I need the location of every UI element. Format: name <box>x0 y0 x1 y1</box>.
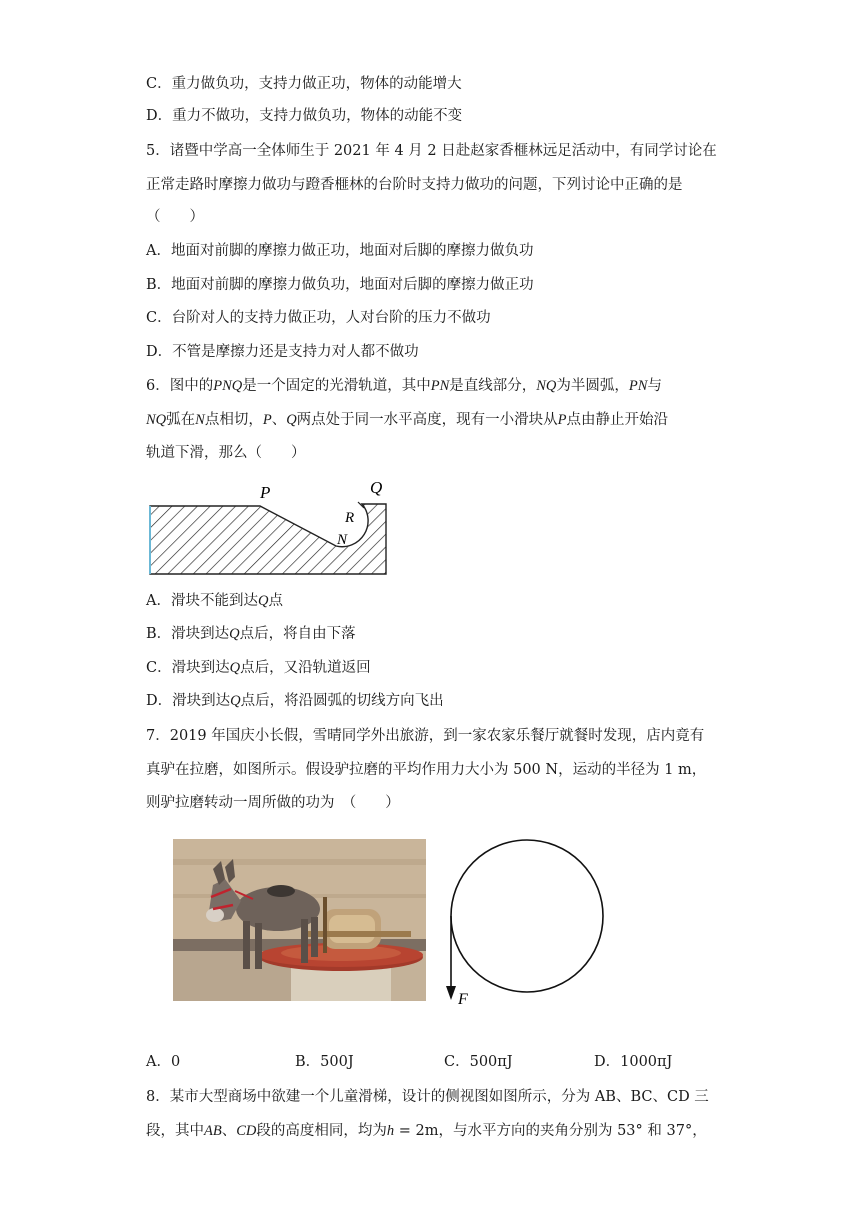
q6-stem-line1: 6．图中的PNQ是一个固定的光滑轨道，其中PN是直线部分，NQ为半圆弧，PN与 <box>146 378 662 394</box>
q6-option-c: C．滑块到达Q点后，又沿轨道返回 <box>146 660 371 676</box>
q5-option-d: D．不管是摩擦力还是支持力对人都不做功 <box>146 344 419 360</box>
q7-option-d: D．1000πJ <box>594 1054 673 1070</box>
q7-stem-line3: 则驴拉磨转动一周所做的功为 （ ） <box>146 795 400 811</box>
q7-stem-line1: 7．2019 年国庆小长假，雪晴同学外出旅游，到一家农家乐餐厅就餐时发现，店内竟有 <box>146 728 705 744</box>
q4-option-d: D．重力不做功，支持力做负功，物体的动能不变 <box>146 108 463 124</box>
label-n: N <box>337 532 348 548</box>
label-p: P <box>260 483 271 502</box>
q8-stem-line1: 8．某市大型商场中欲建一个儿童滑梯，设计的侧视图如图所示，分为 AB、BC、CD 三 <box>146 1089 709 1105</box>
label-q: Q <box>370 478 383 497</box>
q7-option-b: B．500J <box>295 1054 354 1070</box>
q6-option-d: D．滑块到达Q点后，将沿圆弧的切线方向飞出 <box>146 693 444 709</box>
q5-stem-line3: （ ） <box>146 209 204 225</box>
q8-stem-line2: 段，其中AB、CD段的高度相同，均为h = 2m，与水平方向的夹角分别为 53° 和 37°， <box>146 1123 707 1139</box>
label-f: F <box>458 991 468 1008</box>
q5-option-a: A．地面对前脚的摩擦力做正功，地面对后脚的摩擦力做负功 <box>146 243 534 259</box>
q4-option-c: C．重力做负功，支持力做正功，物体的动能增大 <box>146 76 462 92</box>
q6-option-a: A．滑块不能到达Q点 <box>146 593 283 609</box>
q6-stem-line2: NQ弧在N点相切，P、Q两点处于同一水平高度，现有一小滑块从P点由静止开始沿 <box>146 412 669 428</box>
track-diagram <box>140 474 400 584</box>
label-r: R <box>345 510 355 526</box>
q6-stem-line3: 轨道下滑，那么（ ） <box>146 445 306 461</box>
q5-option-c: C．台阶对人的支持力做正功，人对台阶的压力不做功 <box>146 310 491 326</box>
q7-option-a: A．0 <box>146 1054 181 1070</box>
q7-option-c: C．500πJ <box>444 1054 513 1070</box>
circular-path <box>451 840 603 992</box>
q6-option-b: B．滑块到达Q点后，将自由下落 <box>146 626 356 642</box>
q5-stem-line1: 5．诸暨中学高一全体师生于 2021 年 4 月 2 日赴赵家香榧林远足活动中，有同学讨论在 <box>146 143 717 159</box>
circle-force-diagram <box>440 836 615 1014</box>
q5-option-b: B．地面对前脚的摩擦力做负功，地面对后脚的摩擦力做正功 <box>146 277 534 293</box>
donkey-millstone-photo <box>173 839 426 1001</box>
q5-stem-line2: 正常走路时摩擦力做功与蹬香榧林的台阶时支持力做功的问题，下列讨论中正确的是 <box>146 177 683 193</box>
q7-stem-line2: 真驴在拉磨，如图所示。假设驴拉磨的平均作用力大小为 500 N，运动的半径为 1 m， <box>146 762 707 778</box>
